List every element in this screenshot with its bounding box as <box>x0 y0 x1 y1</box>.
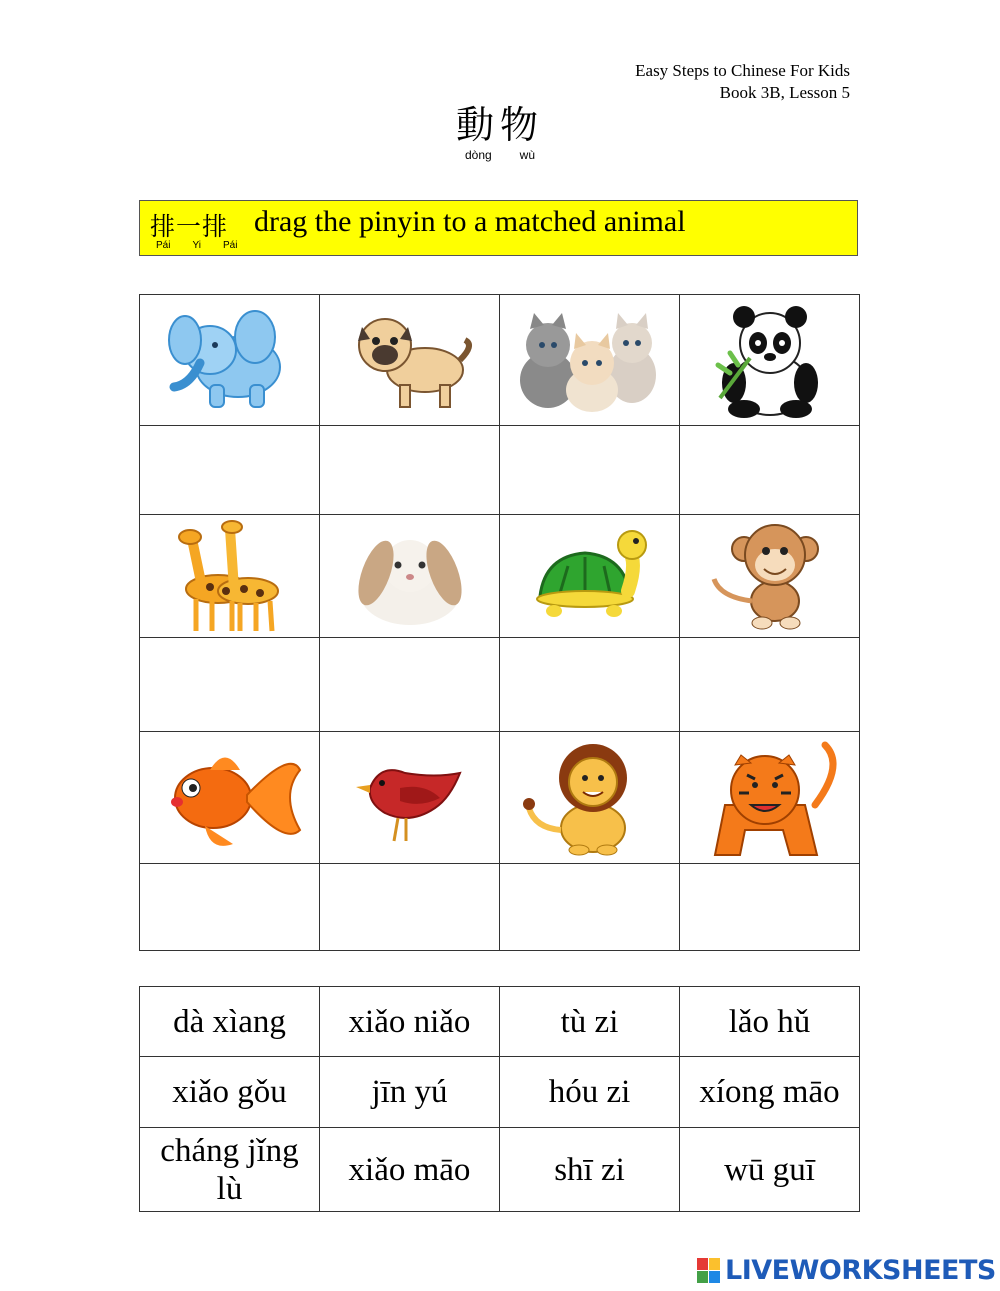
pinyin-tile[interactable]: hóu zi <box>500 1057 680 1128</box>
liveworksheets-logo <box>697 1255 996 1286</box>
animal-cell-panda <box>680 295 860 426</box>
animal-grid <box>139 294 860 951</box>
book-title: Easy Steps to Chinese For Kids <box>635 61 850 80</box>
animal-cell-monkey <box>680 515 860 638</box>
animal-cell-goldfish <box>140 732 320 864</box>
lion-icon <box>515 738 665 858</box>
drop-zone-bird[interactable] <box>320 864 500 951</box>
drop-zone-giraffe[interactable] <box>140 638 320 732</box>
animal-cell-dog <box>320 295 500 426</box>
instruction-chars: 排一排 <box>150 212 229 241</box>
book-info <box>635 60 850 104</box>
drop-zone-tiger[interactable] <box>680 864 860 951</box>
animal-image-row <box>140 295 860 426</box>
pinyin-row <box>140 1128 860 1212</box>
pinyin-tile[interactable]: xiǎo niǎo <box>320 987 500 1057</box>
drop-zone-cats[interactable] <box>500 426 680 515</box>
giraffe-icon <box>160 519 300 634</box>
pinyin-tile[interactable]: dà xìang <box>140 987 320 1057</box>
cats-icon <box>510 305 670 415</box>
animal-cell-tiger <box>680 732 860 864</box>
title-pinyin-1: dòng <box>464 148 492 162</box>
instruction-pinyin-2: Yi <box>192 240 201 251</box>
animal-cell-lion <box>500 732 680 864</box>
title-pinyin-2: wù <box>519 148 536 162</box>
drop-zone-elephant[interactable] <box>140 426 320 515</box>
lesson-label: Book 3B, Lesson 5 <box>719 83 850 102</box>
drop-zone-monkey[interactable] <box>680 638 860 732</box>
instruction-pinyin-3: Pái <box>222 240 238 251</box>
page-title <box>0 100 1000 162</box>
drop-zone-panda[interactable] <box>680 426 860 515</box>
pinyin-tile[interactable]: xiǎo māo <box>320 1128 500 1212</box>
drop-zone-lion[interactable] <box>500 864 680 951</box>
pinyin-tile[interactable]: xiǎo gǒu <box>140 1057 320 1128</box>
pinyin-tile[interactable]: lǎo hǔ <box>680 987 860 1057</box>
pinyin-tile[interactable]: jīn yú <box>320 1057 500 1128</box>
animal-cell-rabbit <box>320 515 500 638</box>
animal-cell-elephant <box>140 295 320 426</box>
animal-cell-giraffe <box>140 515 320 638</box>
elephant-icon <box>160 305 300 415</box>
drop-row <box>140 864 860 951</box>
panda-icon <box>700 303 840 418</box>
pinyin-tile[interactable]: cháng jǐng lù <box>140 1128 320 1212</box>
logo-text: LIVEWORKSHEETS <box>725 1255 996 1286</box>
drop-row <box>140 426 860 515</box>
tiger-icon <box>695 735 845 860</box>
pinyin-tile[interactable]: wū guī <box>680 1128 860 1212</box>
animal-image-row <box>140 732 860 864</box>
pinyin-tile[interactable]: shī zi <box>500 1128 680 1212</box>
pinyin-row <box>140 1057 860 1128</box>
pinyin-bank <box>139 986 860 1212</box>
dog-icon <box>340 305 480 415</box>
title-chars: 動物 <box>455 103 544 147</box>
animal-cell-turtle <box>500 515 680 638</box>
instruction-banner <box>139 200 858 256</box>
monkey-icon <box>700 519 840 634</box>
drop-row <box>140 638 860 732</box>
drop-zone-dog[interactable] <box>320 426 500 515</box>
pinyin-tile[interactable]: tù zi <box>500 987 680 1057</box>
goldfish-icon <box>155 740 305 855</box>
animal-image-row <box>140 515 860 638</box>
bird-icon <box>340 743 480 853</box>
rabbit-icon <box>340 521 480 631</box>
pinyin-tile[interactable]: xíong māo <box>680 1057 860 1128</box>
drop-zone-turtle[interactable] <box>500 638 680 732</box>
turtle-icon <box>520 521 660 631</box>
instruction-pinyin-1: Pái <box>156 240 171 251</box>
instruction-pinyin <box>156 240 237 251</box>
instruction-text: drag the pinyin to a matched animal <box>254 205 686 238</box>
drop-zone-goldfish[interactable] <box>140 864 320 951</box>
liveworksheets-logo-icon <box>697 1258 721 1284</box>
title-pinyin <box>0 148 1000 162</box>
drop-zone-rabbit[interactable] <box>320 638 500 732</box>
pinyin-row <box>140 987 860 1057</box>
animal-cell-cats <box>500 295 680 426</box>
animal-cell-bird <box>320 732 500 864</box>
